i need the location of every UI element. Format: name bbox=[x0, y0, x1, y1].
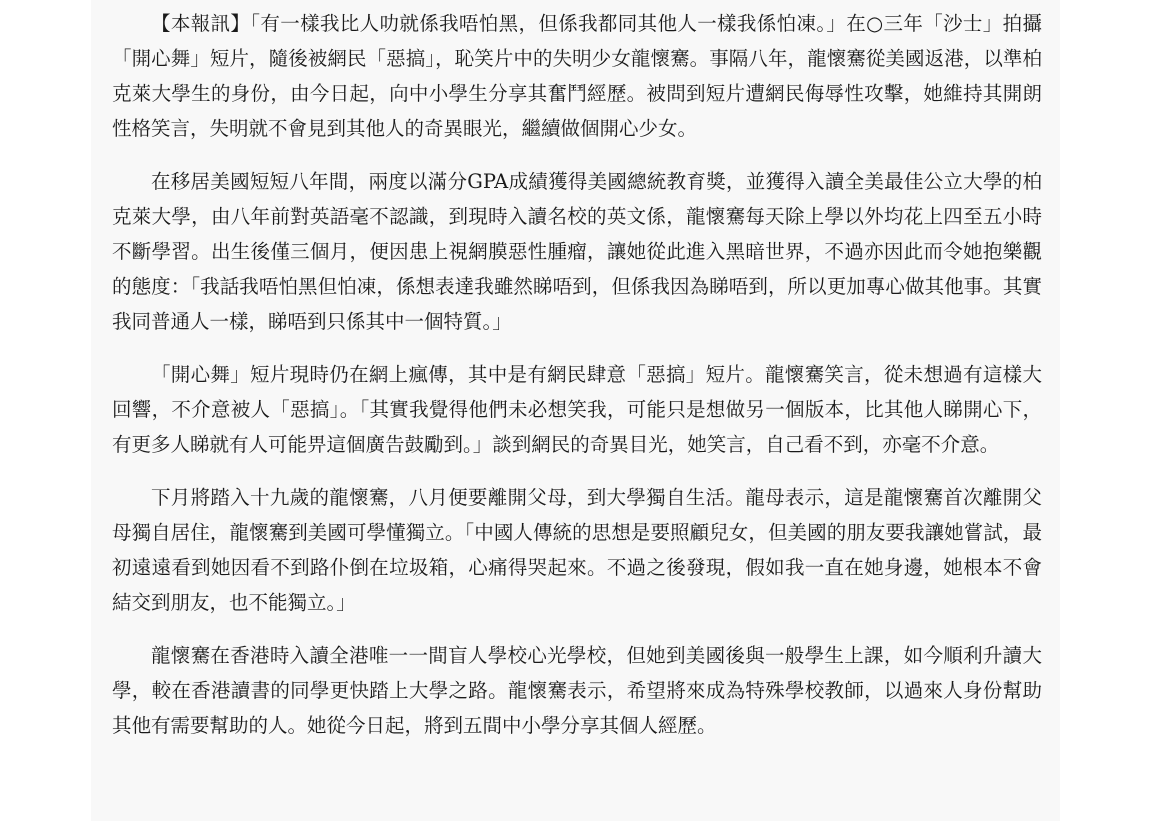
paragraph-4: 下月將踏入十九歲的龍懷騫，八月便要離開父母，到大學獨自生活。龍母表示，這是龍懷騫首次離開父母獨自居住，龍懷騫到美國可學懂獨立。「中國人傳統的思想是要照顧兒女，但美國的朋友要我讓她嘗試，最初遠遠看到她因看不到路仆倒在垃圾箱，心痛得哭起來。不過之後發現，假如我一直在她身邊，她根本不會結交到朋友，也不能獨立。」 bbox=[112, 486, 1042, 614]
article-body bbox=[91, 0, 1060, 821]
paragraph-2: 在移居美國短短八年間，兩度以滿分GPA成績獲得美國總統教育獎，並獲得入讀全美最佳公立大學的柏克萊大學，由八年前對英語毫不認識，到現時入讀名校的英文係，龍懷騫每天除上學以外均花上四至五小時不斷學習。出生後僅三個月，便因患上視網膜惡性腫瘤，讓她從此進入黑暗世界，不過亦因此而令她抱樂觀的態度：「我話我唔怕黑但怕凍，係想表達我雖然睇唔到，但係我因為睇唔到，所以更加專心做其他事。其實我同普通人一樣，睇唔到只係其中一個特質。」 bbox=[112, 170, 1042, 333]
paragraph-1: 【本報訊】「有一樣我比人叻就係我唔怕黑，但係我都同其他人一樣我係怕凍。」在○三年「沙士」拍攝「開心舞」短片，隨後被網民「惡搞」，恥笑片中的失明少女龍懷騫。事隔八年，龍懷騫從美國返港，以準柏克萊大學生的身份，由今日起，向中小學生分享其奮鬥經歷。被問到短片遭網民侮辱性攻擊，她維持其開朗性格笑言，失明就不會見到其他人的奇異眼光，繼續做個開心少女。 bbox=[112, 12, 1042, 140]
paragraph-5: 龍懷騫在香港時入讀全港唯一一間盲人學校心光學校，但她到美國後與一般學生上課，如今順利升讀大學，較在香港讀書的同學更快踏上大學之路。龍懷騫表示，希望將來成為特殊學校教師，以過來人身份幫助其他有需要幫助的人。她從今日起，將到五間中小學分享其個人經歷。 bbox=[112, 644, 1042, 737]
paragraph-3: 「開心舞」短片現時仍在網上瘋傳，其中是有網民肆意「惡搞」短片。龍懷騫笑言，從未想過有這樣大回響，不介意被人「惡搞」。「其實我覺得他們未必想笑我，可能只是想做另一個版本，比其他人睇開心下，有更多人睇就有人可能畀這個廣告鼓勵到。」談到網民的奇異目光，她笑言，自己看不到，亦毫不介意。 bbox=[112, 363, 1042, 456]
